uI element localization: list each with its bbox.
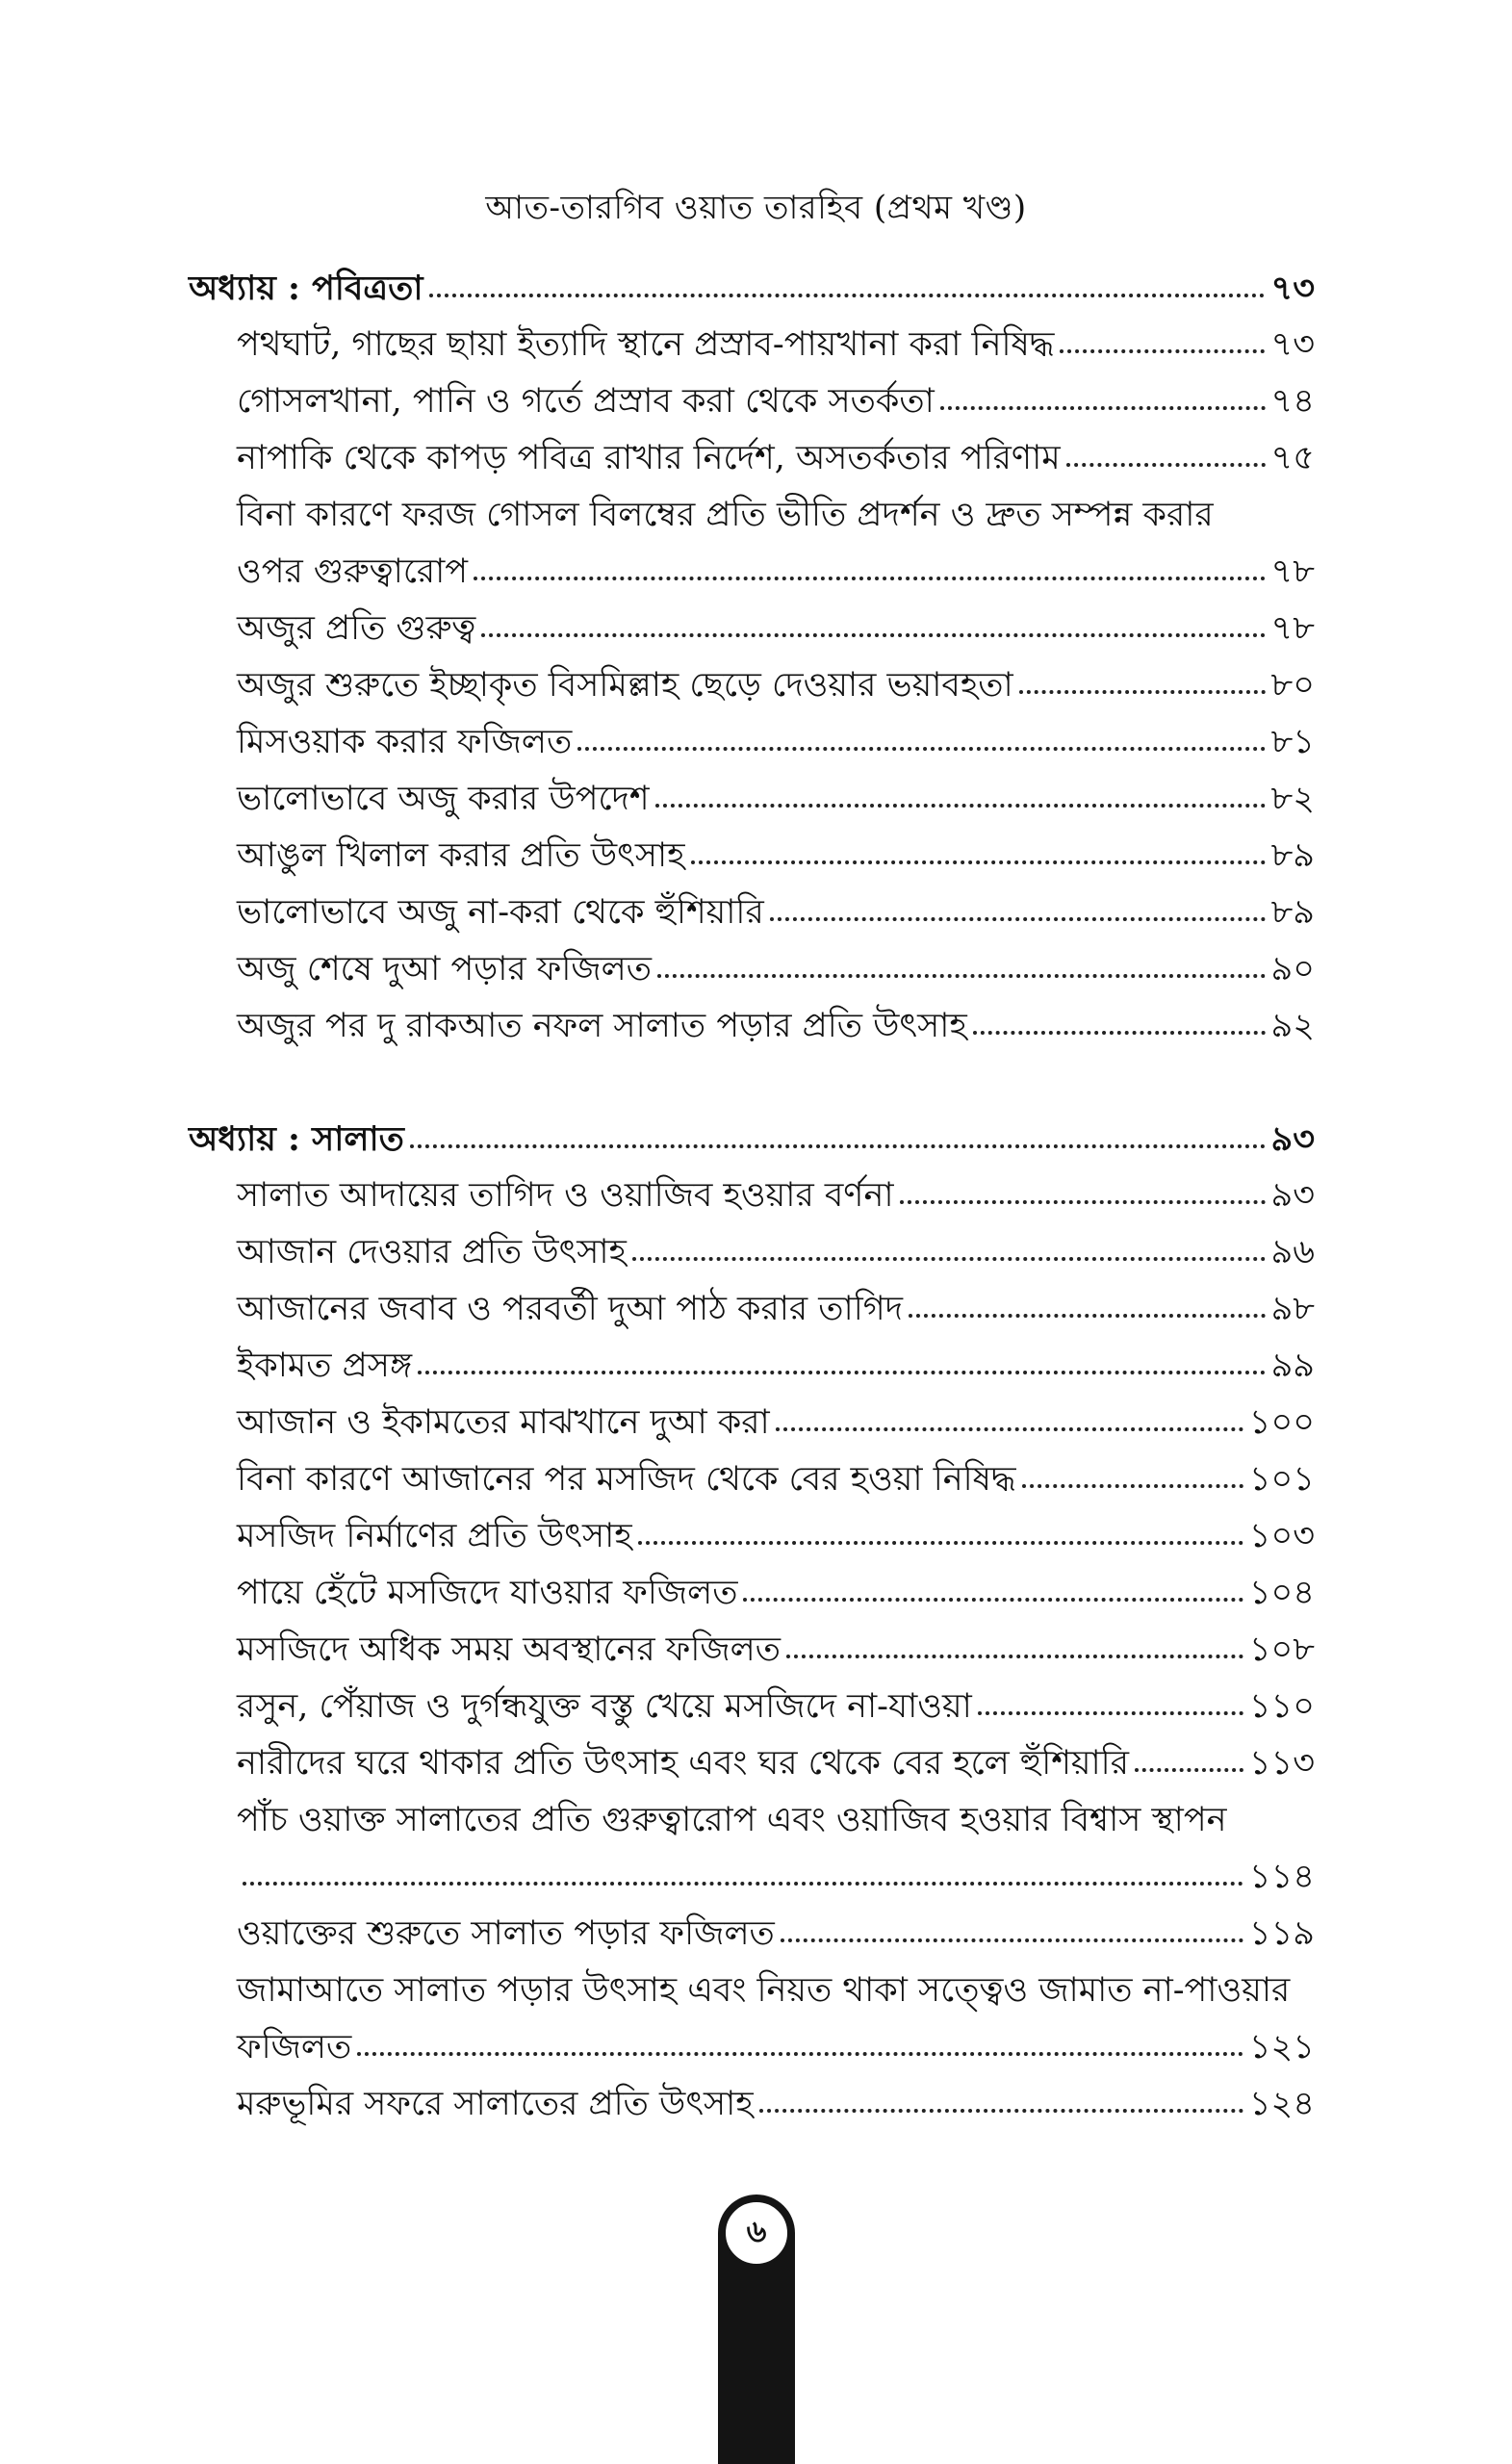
toc-entry[interactable] <box>189 1508 1315 1565</box>
toc-entry[interactable] <box>189 1338 1315 1395</box>
leader-dots <box>900 1187 1266 1206</box>
toc-entry[interactable] <box>189 714 1315 771</box>
entry-label: মসজিদ নির্মাণের প্রতি উৎসাহ <box>237 1517 632 1555</box>
chapter-title: অধ্যায় : সালাত <box>189 1119 404 1159</box>
leader-dots <box>1066 449 1266 469</box>
entry-page-number: ৭৪ <box>1270 382 1315 421</box>
toc-entry[interactable] <box>189 1224 1315 1281</box>
toc-entry[interactable] <box>189 601 1315 657</box>
entry-page-number: ১২১ <box>1248 2028 1315 2066</box>
entry-page-number: ৯৬ <box>1270 1233 1315 1271</box>
toc-entry[interactable] <box>189 941 1315 998</box>
toc-entry[interactable] <box>189 544 1315 601</box>
entry-label: ফজিলত <box>237 2028 352 2066</box>
entry-page-number: ৯৮ <box>1270 1290 1315 1328</box>
page-number: ৬ <box>723 2199 790 2267</box>
running-header: আত-তারগিব ওয়াত তারহিব (প্রথম খণ্ড) <box>485 189 1027 227</box>
chapter-salat <box>189 1111 1315 2133</box>
leader-dots <box>357 2039 1243 2058</box>
toc-entry[interactable] <box>189 828 1315 885</box>
toc-entry[interactable] <box>189 1849 1315 1906</box>
toc-entry-wrapped-line[interactable]: জামাআতে সালাত পড়ার উৎসাহ এবং নিয়ত থাকা সত্ত্বেও জামাত না-পাওয়ার <box>237 1971 1291 2010</box>
entry-page-number: ৭৫ <box>1270 439 1315 477</box>
entry-label: মিসওয়াক করার ফজিলত <box>237 723 573 761</box>
toc-entry[interactable] <box>189 657 1315 714</box>
toc-entry[interactable] <box>189 373 1315 430</box>
leader-dots <box>1019 677 1266 696</box>
entry-page-number: ১১০ <box>1248 1687 1315 1726</box>
entry-label: আজানের জবাব ও পরবর্তী দুআ পাঠ করার তাগিদ <box>237 1290 904 1328</box>
entry-label: অজুর প্রতি গুরুত্ব <box>237 609 476 648</box>
toc-entry[interactable] <box>189 998 1315 1055</box>
leader-dots <box>691 847 1266 866</box>
leader-dots <box>243 1868 1243 1887</box>
entry-page-number: ৯৩ <box>1270 1176 1315 1215</box>
toc-entry[interactable] <box>189 771 1315 828</box>
toc-entry[interactable] <box>189 1395 1315 1451</box>
leader-dots <box>743 1584 1243 1604</box>
toc-entry[interactable] <box>189 2076 1315 2133</box>
entry-label: ইকামত প্রসঙ্গ <box>237 1347 413 1385</box>
toc-entry-wrapped-line[interactable]: পাঁচ ওয়াক্ত সালাতের প্রতি গুরুত্বারোপ এবং ওয়াজিব হওয়ার বিশ্বাস স্থাপন <box>237 1801 1227 1839</box>
entry-page-number: ১০৪ <box>1248 1574 1315 1612</box>
chapter-page-number: ৯৩ <box>1270 1119 1315 1159</box>
entry-label: সালাত আদায়ের তাগিদ ও ওয়াজিব হওয়ার বর্ণনা <box>237 1176 894 1215</box>
entry-page-number: ৮২ <box>1270 780 1315 818</box>
entry-label: আঙুল খিলাল করার প্রতি উৎসাহ <box>237 836 685 875</box>
leader-dots <box>786 1641 1243 1660</box>
leader-dots <box>474 563 1265 582</box>
entry-label: ওপর গুরুত্বারোপ <box>237 552 469 591</box>
leader-dots <box>940 393 1266 412</box>
leader-dots <box>759 2095 1243 2115</box>
entry-page-number: ১০৮ <box>1248 1630 1315 1669</box>
entry-page-number: ৮১ <box>1270 723 1315 761</box>
entry-label: নারীদের ঘরে থাকার প্রতি উৎসাহ এবং ঘর থেকে বের হলে হুঁশিয়ারি <box>237 1744 1129 1783</box>
toc-entry[interactable] <box>189 317 1315 373</box>
toc-entry[interactable] <box>189 1679 1315 1735</box>
chapter-heading[interactable] <box>189 260 1315 317</box>
table-of-contents <box>189 260 1315 2133</box>
toc-entry[interactable] <box>189 2019 1315 2076</box>
entry-label: আজান দেওয়ার প্রতি উৎসাহ <box>237 1233 627 1271</box>
entry-label: রসুন, পেঁয়াজ ও দুর্গন্ধযুক্ত বস্তু খেয়ে মসজিদে না-যাওয়া <box>237 1687 972 1726</box>
entry-label: অজুর শুরুতে ইচ্ছাকৃত বিসমিল্লাহ ছেড়ে দেওয়ার ভয়াবহতা <box>237 666 1013 705</box>
entry-label: আজান ও ইকামতের মাঝখানে দুআ করা <box>237 1403 770 1442</box>
leader-dots <box>978 1698 1243 1717</box>
chapter-title: অধ্যায় : পবিত্রতা <box>189 269 423 308</box>
entry-page-number: ৭৩ <box>1270 325 1315 364</box>
leader-dots <box>973 1017 1266 1037</box>
toc-entry[interactable] <box>189 1451 1315 1508</box>
leader-dots <box>1022 1471 1243 1490</box>
leader-dots <box>781 1925 1243 1944</box>
entry-label: মরুভূমির সফরে সালাতের প্রতি উৎসাহ <box>237 2085 754 2123</box>
leader-dots <box>577 733 1265 753</box>
entry-label: অজুর পর দু রাকআত নফল সালাত পড়ার প্রতি উৎসাহ <box>237 1007 967 1045</box>
entry-page-number: ৮৯ <box>1270 893 1315 932</box>
entry-page-number: ১২৪ <box>1248 2085 1315 2123</box>
entry-label: মসজিদে অধিক সময় অবস্থানের ফজিলত <box>237 1630 781 1669</box>
toc-entry[interactable] <box>189 1168 1315 1224</box>
entry-page-number: ১১৪ <box>1248 1858 1315 1896</box>
entry-page-number: ৭৮ <box>1270 552 1315 591</box>
entry-label: পথঘাট, গাছের ছায়া ইত্যাদি স্থানে প্রস্রাব-পায়খানা করা নিষিদ্ধ <box>237 325 1055 364</box>
chapter-heading[interactable] <box>189 1111 1315 1168</box>
leader-dots <box>638 1527 1243 1547</box>
entry-page-number: ১০০ <box>1248 1403 1315 1442</box>
entry-page-number: ৮০ <box>1270 666 1315 705</box>
toc-entry[interactable] <box>189 1735 1315 1792</box>
toc-entry[interactable] <box>189 1906 1315 1963</box>
leader-dots <box>776 1414 1243 1433</box>
entry-label: গোসলখানা, পানি ও গর্তে প্রস্রাব করা থেকে সতর্কতা <box>237 382 935 421</box>
chapter-purity <box>189 260 1315 1055</box>
leader-dots <box>481 620 1265 639</box>
entry-page-number: ৯০ <box>1270 950 1315 988</box>
entry-label: অজু শেষে দুআ পড়ার ফজিলত <box>237 950 653 988</box>
entry-page-number: ৯২ <box>1270 1007 1315 1045</box>
leader-dots <box>909 1300 1266 1320</box>
entry-page-number: ১১৩ <box>1248 1744 1315 1783</box>
chapter-page-number: ৭৩ <box>1270 269 1315 308</box>
entry-label: ভালোভাবে অজু না-করা থেকে হুঁশিয়ারি <box>237 893 764 932</box>
entry-label: ভালোভাবে অজু করার উপদেশ <box>237 780 650 818</box>
leader-dots <box>429 280 1266 299</box>
entry-page-number: ৯৯ <box>1270 1347 1315 1385</box>
entry-page-number: ১১৯ <box>1248 1914 1315 1953</box>
leader-dots <box>655 790 1266 809</box>
leader-dots <box>770 904 1266 923</box>
entry-page-number: ১০১ <box>1248 1460 1315 1499</box>
leader-dots <box>657 961 1266 980</box>
toc-entry[interactable] <box>189 1565 1315 1622</box>
leader-dots <box>632 1244 1266 1263</box>
entry-label: ওয়াক্তের শুরুতে সালাত পড়ার ফজিলত <box>237 1914 775 1953</box>
entry-label: পায়ে হেঁটে মসজিদে যাওয়ার ফজিলত <box>237 1574 738 1612</box>
toc-entry-wrapped-line[interactable]: বিনা কারণে ফরজ গোসল বিলম্বের প্রতি ভীতি প্রদর্শন ও দ্রুত সম্পন্ন করার <box>237 496 1214 534</box>
entry-label: নাপাকি থেকে কাপড় পবিত্র রাখার নির্দেশ, অসতর্কতার পরিণাম <box>237 439 1061 477</box>
toc-entry[interactable] <box>189 1622 1315 1679</box>
entry-page-number: ৮৯ <box>1270 836 1315 875</box>
toc-entry[interactable] <box>189 430 1315 487</box>
entry-page-number: ৭৮ <box>1270 609 1315 648</box>
leader-dots <box>1135 1755 1243 1774</box>
leader-dots <box>418 1357 1265 1376</box>
leader-dots <box>1060 336 1265 355</box>
entry-page-number: ১০৩ <box>1248 1517 1315 1555</box>
leader-dots <box>410 1131 1266 1150</box>
toc-entry[interactable] <box>189 1281 1315 1338</box>
toc-entry[interactable] <box>189 885 1315 941</box>
entry-label: বিনা কারণে আজানের পর মসজিদ থেকে বের হওয়া নিষিদ্ধ <box>237 1460 1016 1499</box>
